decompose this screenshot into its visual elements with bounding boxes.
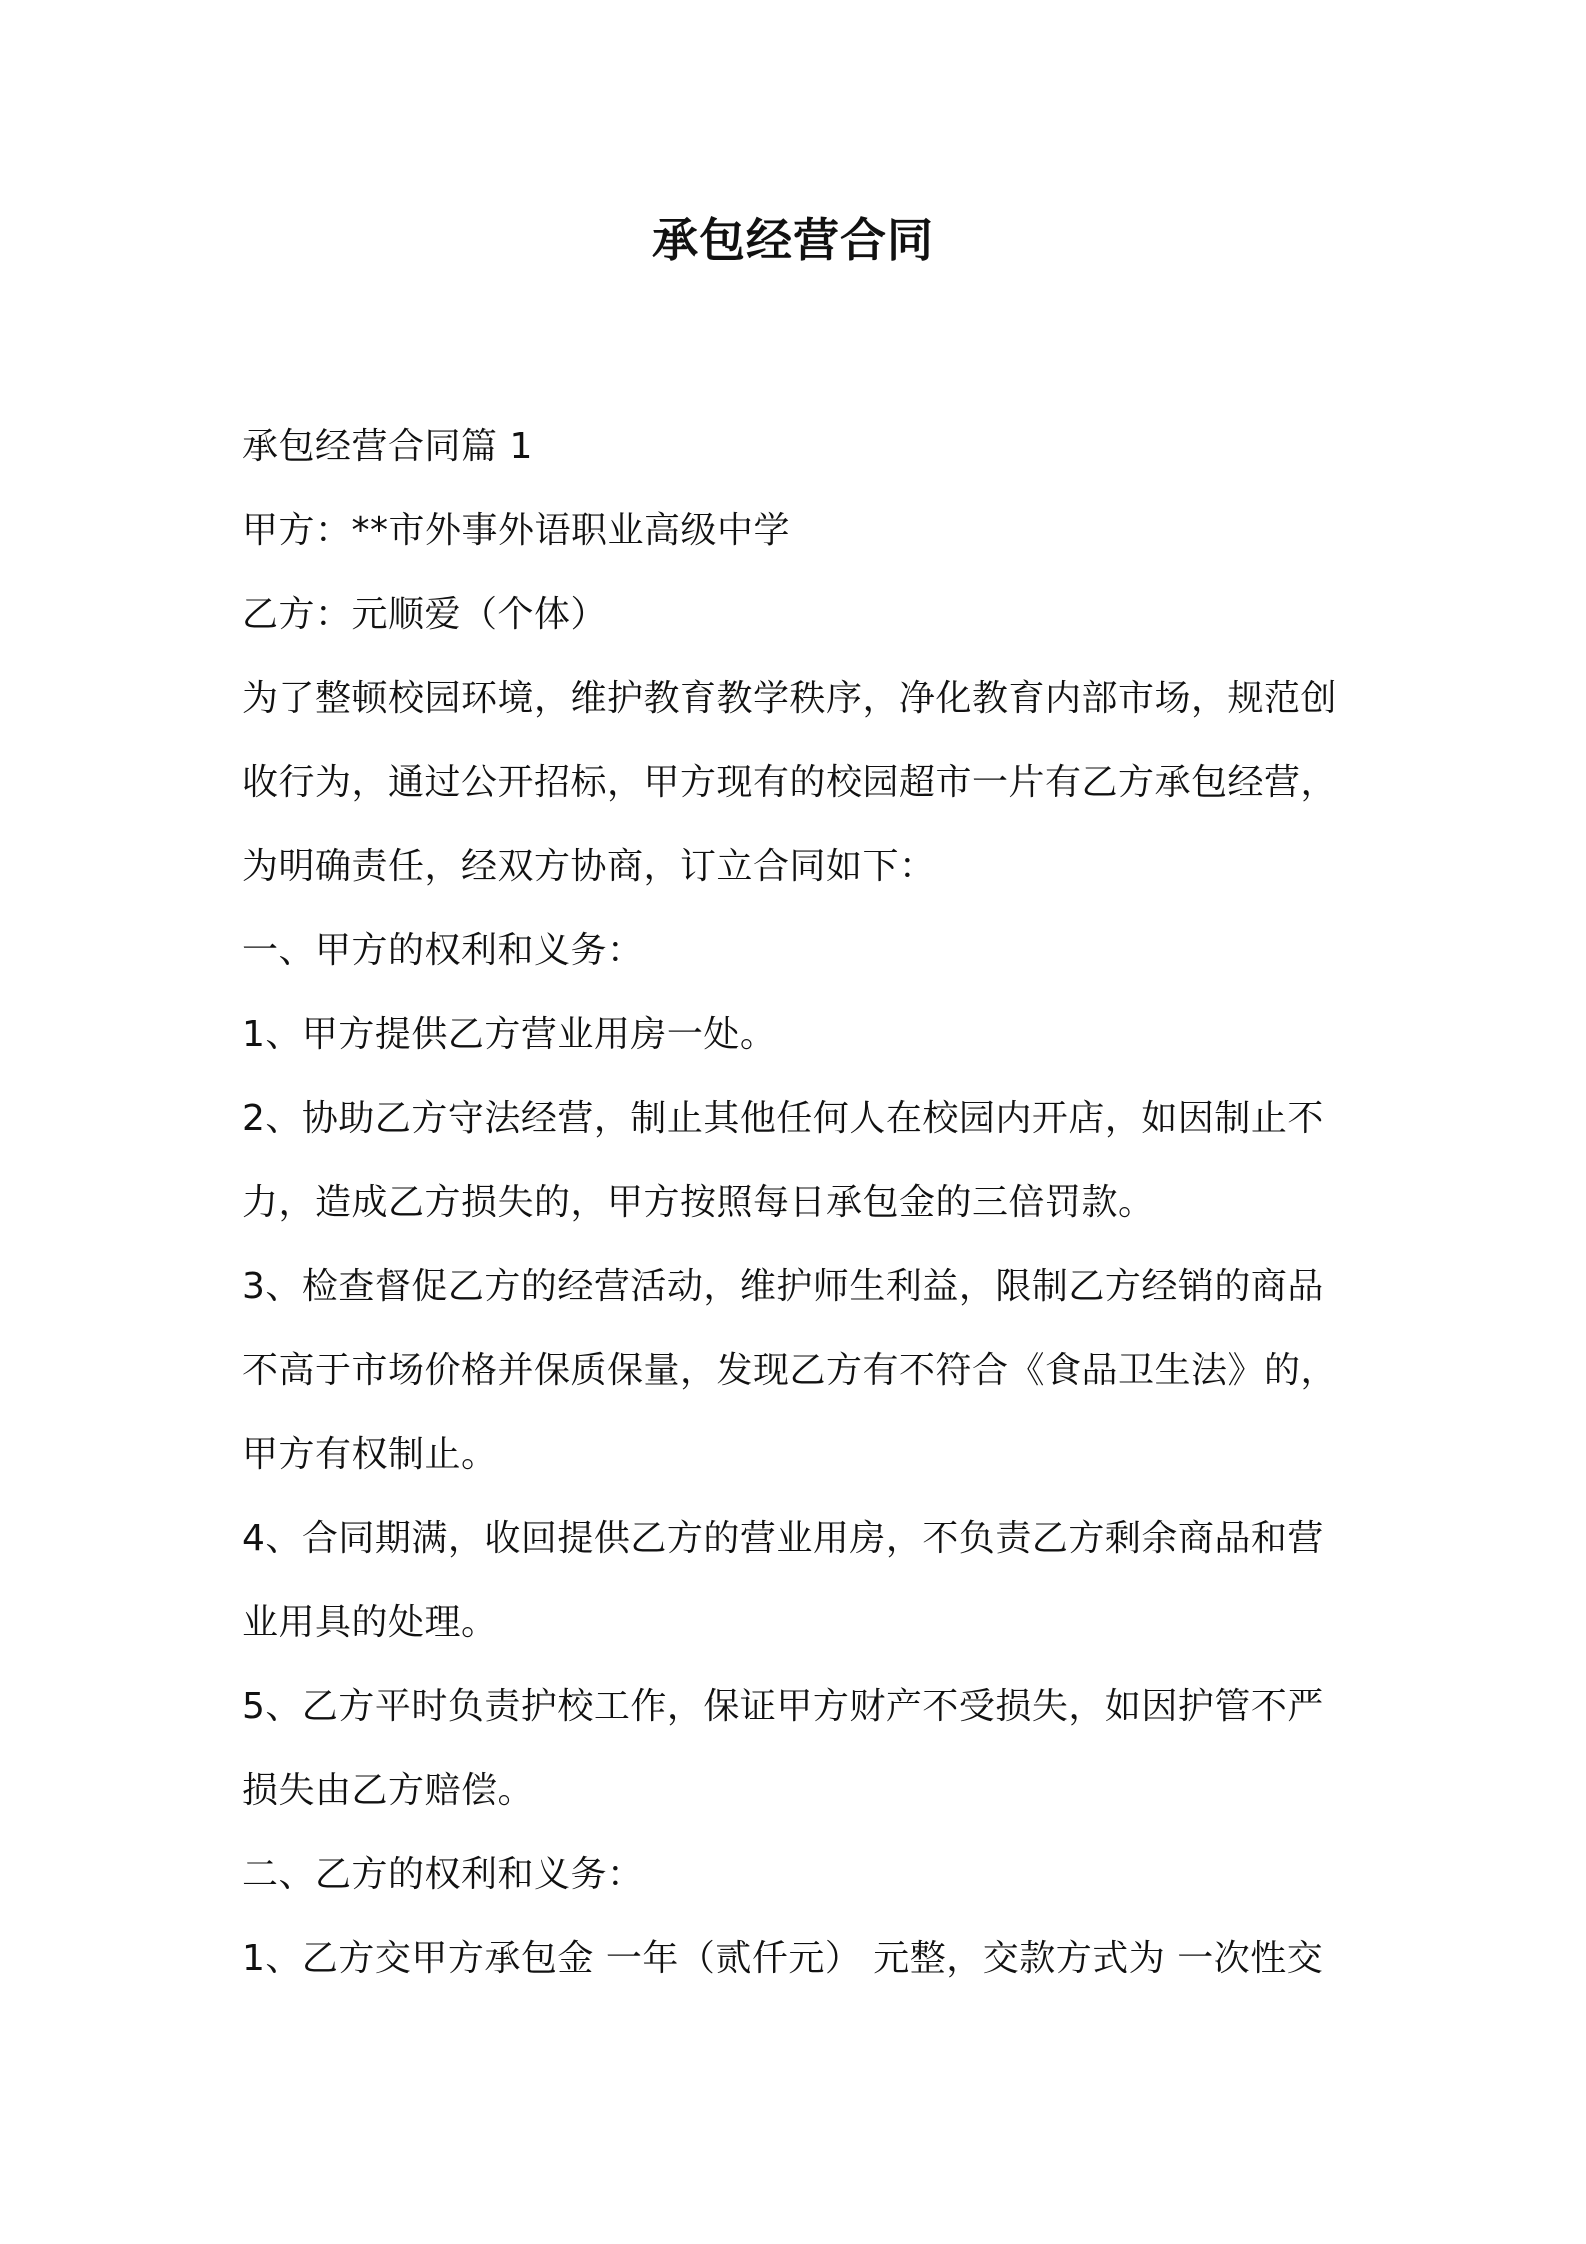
document-title: 承包经营合同 [652,213,934,267]
clause-heading: 一、甲方的权利和义务： [242,930,644,971]
clause-line: 力，造成乙方损失的，甲方按照每日承包金的三倍罚款。 [242,1182,1155,1223]
paragraph-line: 为了整顿校园环境，维护教育教学秩序，净化教育内部市场，规范创 [242,678,1338,719]
clause-line: 不高于市场价格并保质保量，发现乙方有不符合《食品卫生法》的， [242,1350,1338,1391]
party-a-line: 甲方：**市外事外语职业高级中学 [242,510,791,551]
section-heading: 承包经营合同篇 1 [242,426,533,467]
clause-line: 损失由乙方赔偿。 [242,1770,535,1811]
clause-line: 甲方有权制止。 [242,1434,498,1475]
clause-line: 3、检查督促乙方的经营活动，维护师生利益，限制乙方经销的商品 [242,1266,1324,1307]
clause-line: 业用具的处理。 [242,1602,498,1643]
paragraph-line: 为明确责任，经双方协商，订立合同如下： [242,846,936,887]
clause-heading: 二、乙方的权利和义务： [242,1854,644,1895]
document-body [242,405,1362,2001]
clause-line: 5、乙方平时负责护校工作，保证甲方财产不受损失，如因护管不严 [242,1686,1324,1727]
clause-line: 4、合同期满，收回提供乙方的营业用房，不负责乙方剩余商品和营 [242,1518,1324,1559]
clause-line: 2、协助乙方守法经营，制止其他任何人在校园内开店，如因制止不 [242,1098,1324,1139]
clause-line: 1、甲方提供乙方营业用房一处。 [242,1014,777,1055]
paragraph-line: 收行为，通过公开招标，甲方现有的校园超市一片有乙方承包经营， [242,762,1338,803]
clause-line: 1、乙方交甲方承包金 一年（贰仟元） 元整，交款方式为 一次性交 [242,1938,1324,1979]
party-b-line: 乙方：元顺爱（个体） [242,594,608,635]
